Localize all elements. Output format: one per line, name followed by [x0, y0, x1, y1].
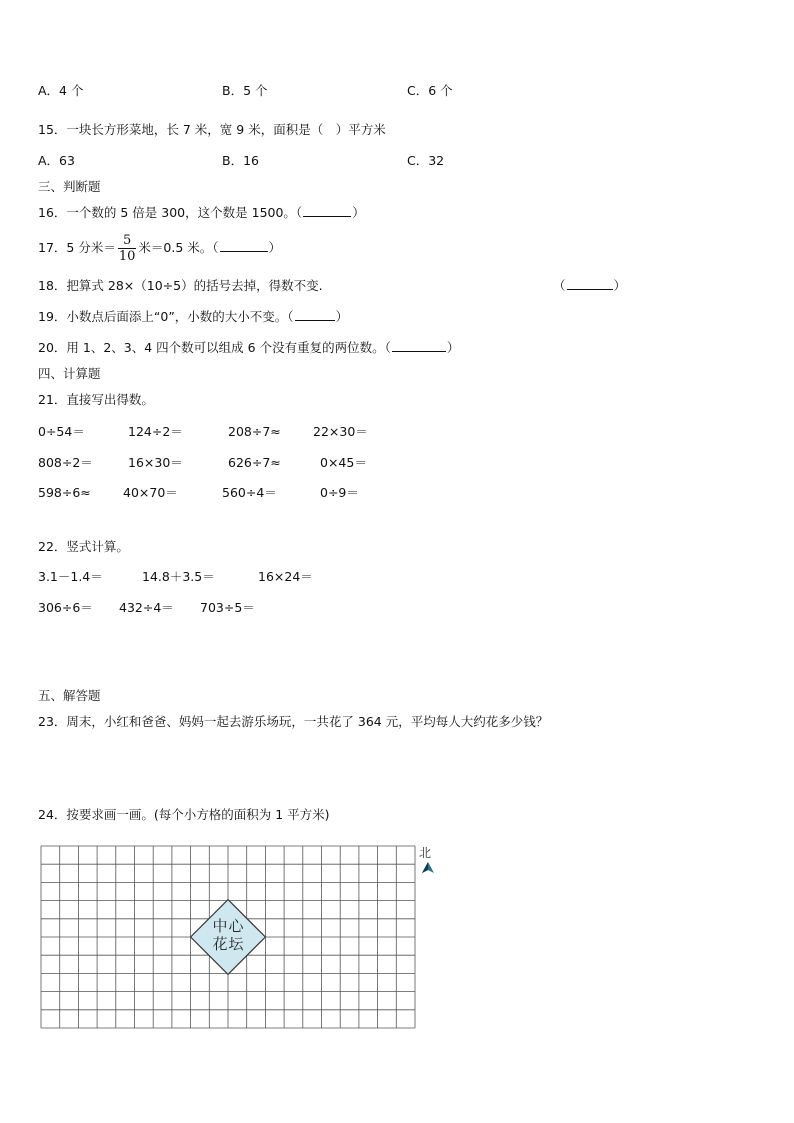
q22-r2-c1: 306÷6＝: [38, 600, 93, 615]
q17-answer-blank[interactable]: [220, 240, 268, 252]
q15-option-c: C．32: [407, 153, 445, 168]
q21-r2-c2: 16×30＝: [128, 455, 183, 470]
q19-close: ）: [335, 309, 349, 324]
q17-pre: 17．5 分米＝: [38, 240, 116, 255]
q21-r2-c4: 0×45＝: [320, 455, 367, 470]
q17-numerator: 5: [118, 233, 137, 249]
q18-open: （: [553, 278, 566, 293]
q17-text: [38, 231, 281, 265]
q23-text: 23．周末，小红和爸爸、妈妈一起去游乐场玩，一共花了 364 元，平均每人大约花多少钱？: [38, 714, 549, 729]
center-flower-bed-char: 心: [228, 917, 244, 935]
q21-r1-c3: 208÷7≈: [228, 424, 281, 439]
section-3-heading: 三、判断题: [38, 179, 101, 194]
q17-fraction: [118, 233, 137, 264]
q21-r3-c1: 598÷6≈: [38, 485, 91, 500]
q18-text: 18．把算式 28×（10÷5）的括号去掉，得数不变.: [38, 278, 323, 293]
q18-close: ）: [613, 278, 627, 293]
q18-answer: [553, 278, 626, 294]
q24-text: 24．按要求画一画。(每个小方格的面积为 1 平方米): [38, 807, 330, 822]
section-4-heading: 四、计算题: [38, 366, 101, 381]
center-flower-bed-char: 中: [212, 917, 228, 935]
center-flower-bed-char: 坛: [228, 935, 244, 953]
q22-text: 22．竖式计算。: [38, 539, 129, 554]
q16-close: ）: [352, 205, 365, 220]
q15-option-b: B．16: [222, 153, 259, 168]
q22-r2-c3: 703÷5＝: [200, 600, 255, 615]
q20-text: [38, 340, 459, 356]
q19-body: 19．小数点后面添上“0”，小数的大小不变。（: [38, 309, 294, 324]
q21-text: 21．直接写出得数。: [38, 392, 154, 407]
q21-r1-c4: 22×30＝: [313, 424, 368, 439]
q17-close: ）: [268, 240, 282, 255]
q19-text: [38, 309, 348, 325]
q14-option-a: A．4 个: [38, 83, 84, 98]
q19-answer-blank[interactable]: [295, 309, 335, 321]
q21-r3-c2: 40×70＝: [123, 485, 178, 500]
section-5-heading: 五、解答题: [38, 688, 101, 703]
north-arrow-icon: [421, 862, 435, 874]
square-grid: [40, 845, 416, 1029]
q20-body: 20．用 1、2、3、4 四个数可以组成 6 个没有重复的两位数。（: [38, 340, 391, 355]
q16-answer-blank[interactable]: [303, 205, 351, 217]
q21-r3-c4: 0÷9＝: [320, 485, 359, 500]
q22-r1-c1: 3.1－1.4＝: [38, 569, 103, 584]
q22-r1-c2: 14.8＋3.5＝: [142, 569, 215, 584]
q21-r2-c3: 626÷7≈: [228, 455, 281, 470]
q14-option-b: B．5 个: [222, 83, 268, 98]
north-label: 北: [419, 846, 432, 860]
q14-option-c: C．6 个: [407, 83, 453, 98]
q20-answer-blank[interactable]: [392, 340, 446, 352]
q17-post: 米＝0.5 米。（: [138, 240, 219, 255]
q16-body: 16．一个数的 5 倍是 300，这个数是 1500。（: [38, 205, 303, 220]
q18-answer-blank[interactable]: [567, 278, 613, 290]
center-flower-bed-char: 花: [212, 935, 228, 953]
q24-grid-figure: [40, 845, 416, 1029]
q21-r2-c1: 808÷2＝: [38, 455, 93, 470]
q16-text: [38, 205, 365, 221]
q21-r3-c3: 560÷4＝: [222, 485, 277, 500]
q21-r1-c1: 0÷54＝: [38, 424, 85, 439]
q21-r1-c2: 124÷2＝: [128, 424, 183, 439]
q22-r1-c3: 16×24＝: [258, 569, 313, 584]
q15-text: 15．一块长方形菜地，长 7 米，宽 9 米，面积是（ ）平方米: [38, 122, 386, 137]
q17-denominator: 10: [118, 249, 136, 264]
q20-close: ）: [446, 340, 460, 355]
q15-option-a: A．63: [38, 153, 75, 168]
q22-r2-c2: 432÷4＝: [119, 600, 174, 615]
